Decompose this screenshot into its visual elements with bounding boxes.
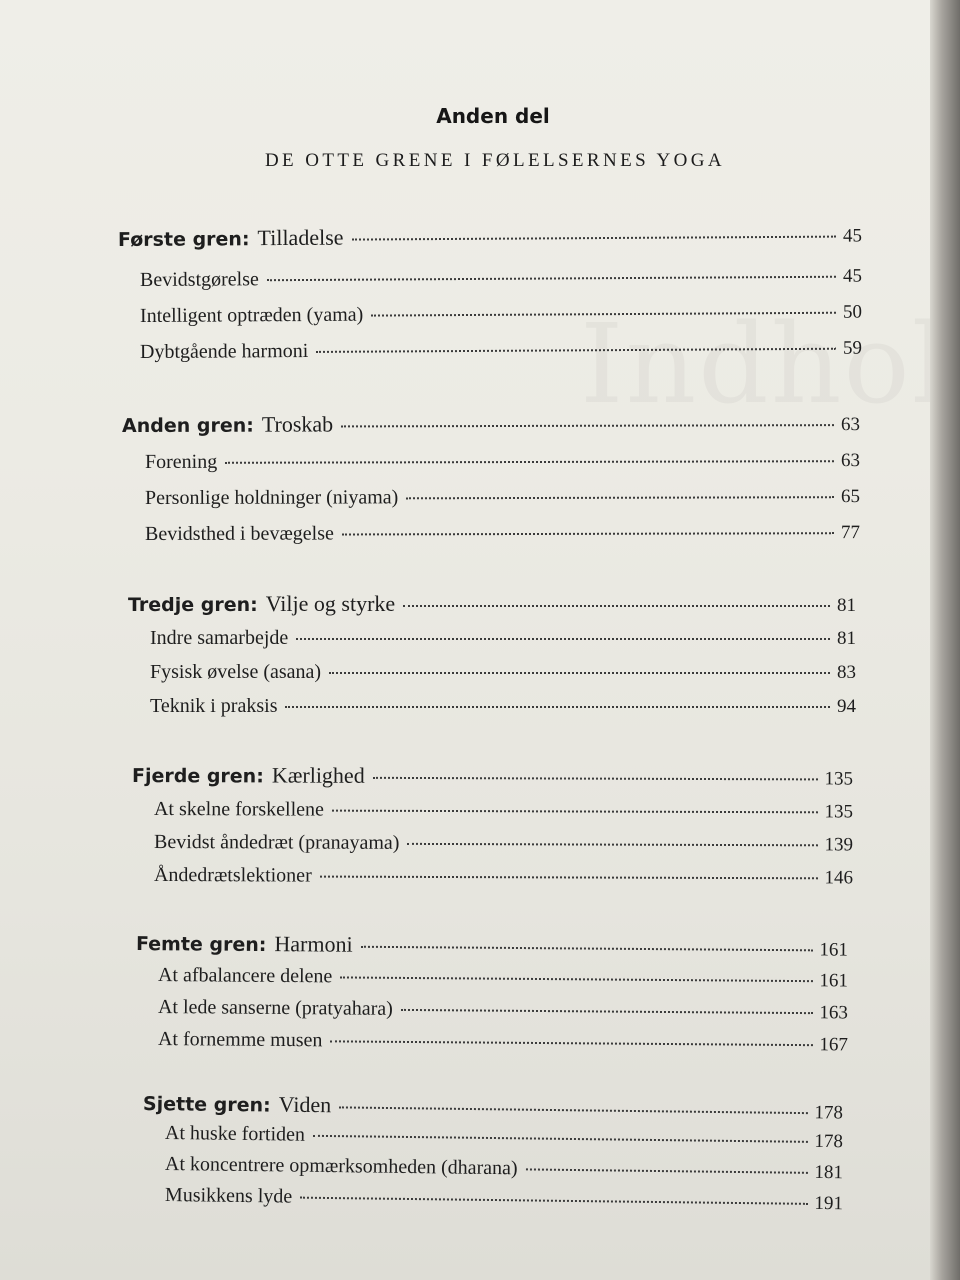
toc-branch-heading [136, 930, 848, 962]
branch-label: Fjerde gren: [131, 765, 264, 788]
entry-title: Forening [144, 450, 218, 473]
dot-leader [352, 236, 837, 241]
page-number: 45 [842, 225, 863, 247]
entry-title: Dybtgående harmoni [139, 339, 309, 363]
dot-leader [342, 532, 834, 535]
entry-title: Bevidsthed i bevægelse [144, 522, 334, 545]
toc-entry [140, 301, 862, 328]
branch-title: Viden [278, 1091, 332, 1118]
page-number: 94 [837, 696, 856, 717]
dot-leader [225, 460, 834, 464]
toc-entry [158, 996, 848, 1024]
page-number: 81 [837, 595, 856, 616]
page-number: 63 [840, 414, 861, 436]
page-number: 45 [842, 265, 863, 287]
dot-leader [300, 1197, 807, 1205]
dot-leader [296, 638, 830, 640]
toc-entry [158, 1028, 848, 1056]
page-number: 63 [840, 450, 861, 472]
dot-leader [329, 672, 830, 674]
entry-title: At huske fortiden [164, 1122, 306, 1146]
toc-entry [150, 661, 856, 684]
toc-entry [145, 485, 860, 510]
page-number: 161 [819, 970, 849, 992]
entry-title: At koncentrere opmærksomheden (dharana) [164, 1153, 518, 1180]
page-number: 135 [824, 768, 854, 790]
branch-title: Kærlighed [271, 762, 365, 788]
dot-leader [339, 1106, 807, 1114]
part-label: Anden del [436, 104, 550, 128]
toc-entry [154, 864, 853, 889]
entry-title: Bevidst åndedræt (pranayama) [153, 831, 400, 854]
dot-leader [316, 348, 836, 353]
dot-leader [330, 1040, 812, 1046]
entry-title: Teknik i praksis [150, 695, 278, 717]
page-number: 77 [840, 522, 861, 544]
branch-label: Anden gren: [121, 414, 254, 437]
dot-leader [373, 777, 818, 781]
toc-entry [165, 1153, 843, 1184]
entry-title: At lede sanserne (pratyahara) [157, 996, 393, 1020]
dot-leader [340, 976, 812, 982]
page-number: 191 [814, 1192, 844, 1215]
page-number: 161 [819, 939, 849, 961]
branch-label: Tredje gren: [128, 594, 258, 616]
page-number: 135 [824, 801, 854, 823]
toc-entry [165, 1184, 843, 1215]
dot-leader [320, 876, 818, 880]
entry-title: Åndedrætslektioner [153, 864, 312, 887]
page-number: 65 [840, 486, 861, 508]
entry-title: Indre samarbejde [150, 627, 289, 649]
toc-branch-heading [132, 762, 853, 791]
page-number: 50 [842, 301, 863, 323]
page-number: 139 [824, 834, 854, 856]
dot-leader [406, 496, 834, 499]
toc-entry [140, 265, 862, 292]
entry-title: At afbalancere delene [157, 964, 333, 988]
toc-entry [150, 695, 856, 718]
dot-leader [361, 946, 813, 952]
dot-leader [401, 1009, 813, 1014]
entry-title: Bevidstgørelse [139, 268, 259, 291]
toc-entry [165, 1122, 843, 1153]
branch-label: Første gren: [117, 228, 250, 251]
toc-entry [154, 831, 853, 856]
page-number: 83 [837, 662, 856, 683]
toc-entry [145, 521, 860, 546]
entry-title: At skelne forskellene [153, 798, 324, 821]
entry-title: Personlige holdninger (niyama) [144, 486, 399, 509]
branch-label: Femte gren: [135, 933, 267, 957]
page-number: 163 [819, 1002, 849, 1024]
branch-title: Harmoni [274, 931, 353, 957]
dot-leader [267, 276, 836, 281]
branch-label: Sjette gren: [142, 1093, 271, 1117]
entry-title: Musikkens lyde [164, 1184, 293, 1208]
part-title: DE OTTE GRENE I FØLELSERNES YOGA [264, 150, 726, 171]
page-number: 81 [837, 628, 856, 649]
page-number: 178 [814, 1130, 844, 1153]
book-gutter [930, 0, 960, 1280]
toc-entry [158, 964, 848, 992]
toc-branch-heading [122, 410, 860, 438]
dot-leader [403, 605, 830, 607]
page-number: 178 [814, 1102, 844, 1124]
dot-leader [285, 706, 830, 708]
toc-entry [154, 798, 853, 823]
page-number: 181 [814, 1161, 844, 1184]
dot-leader [371, 312, 836, 317]
entry-title: At fornemme musen [157, 1028, 323, 1052]
toc-entry [150, 627, 856, 650]
page-number: 146 [824, 867, 854, 889]
dot-leader [313, 1135, 808, 1143]
dot-leader [407, 843, 817, 846]
toc-branch-heading [128, 591, 856, 617]
branch-title: Vilje og styrke [265, 591, 396, 616]
entry-title: Fysisk øvelse (asana) [150, 661, 322, 683]
entry-title: Intelligent optræden (yama) [139, 303, 364, 327]
toc-branch-heading [143, 1090, 843, 1125]
page-number: 167 [819, 1034, 849, 1056]
toc-entry [145, 449, 860, 474]
page-number: 59 [842, 337, 863, 359]
dot-leader [341, 424, 834, 427]
dot-leader [526, 1168, 808, 1173]
branch-title: Tilladelse [257, 224, 344, 251]
branch-title: Troskab [261, 411, 334, 437]
dot-leader [332, 810, 818, 814]
toc-entry [140, 337, 862, 364]
toc-branch-heading [118, 221, 862, 252]
